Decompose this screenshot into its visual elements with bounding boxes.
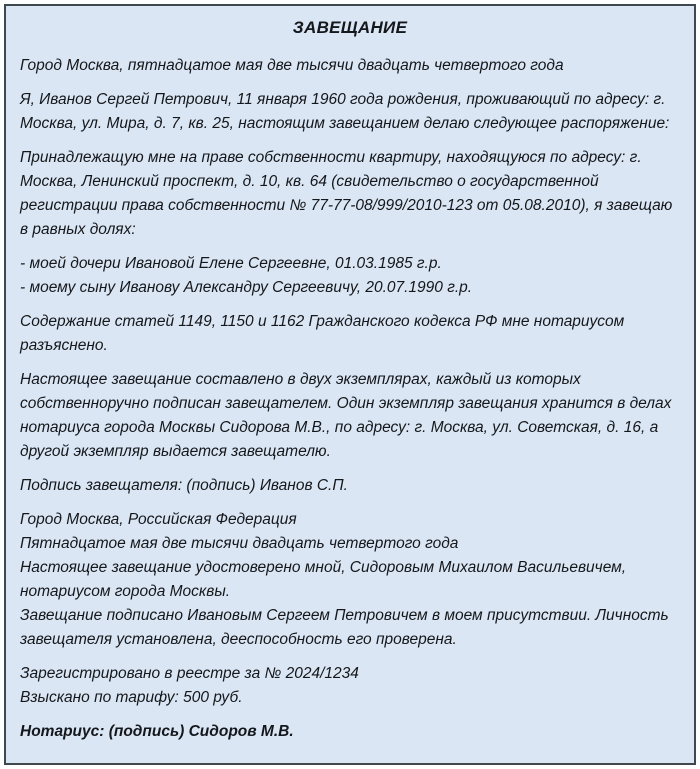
paragraph: Нотариус: (подпись) Сидоров М.В. (20, 723, 294, 740)
paragraph: - моей дочери Ивановой Елене Сергеевне, 01.03.1985 г.р. (20, 255, 442, 272)
page (0, 4, 700, 765)
paragraph: Подпись завещателя: (подпись) Иванов С.П. (20, 477, 348, 494)
document-body (20, 54, 680, 744)
paragraph: Завещание подписано Ивановым Сергеем Петровичем в моем присутствии. Личность завещателя установлена, дееспособность его проверена. (20, 607, 669, 648)
paragraph: Принадлежащую мне на праве собственности квартиру, находящуюся по адресу: г. Москва, Ленинский проспект, д. 10, кв. 64 (свидетельство о государственной регистрации права собственности № 77-77-08/999/2010-123 от 05.08.2010), я завещаю в равных долях: (20, 149, 673, 238)
will-document (4, 4, 696, 765)
paragraph: Настоящее завещание составлено в двух экземплярах, каждый из которых собственноручно подписан завещателем. Один экземпляр завещания хранится в делах нотариуса города Москвы Сидорова М.В., по адресу: г. Москва, ул. Советская, д. 16, а другой экземпляр выдается завещателю. (20, 371, 672, 460)
paragraph: Город Москва, Российская Федерация (20, 511, 297, 528)
paragraph: Настоящее завещание удостоверено мной, Сидоровым Михаилом Васильевичем, нотариусом города Москвы. (20, 559, 627, 600)
document-title: ЗАВЕЩАНИЕ (292, 18, 408, 37)
paragraph: Взыскано по тарифу: 500 руб. (20, 689, 243, 706)
paragraph: Город Москва, пятнадцатое мая две тысячи двадцать четвертого года (20, 57, 564, 74)
paragraph: Зарегистрировано в реестре за № 2024/1234 (20, 665, 359, 682)
paragraph: Я, Иванов Сергей Петрович, 11 января 1960 года рождения, проживающий по адресу: г. Москва, ул. Мира, д. 7, кв. 25, настоящим завещанием делаю следующее распоряжение: (20, 91, 670, 132)
paragraph: - моему сыну Иванову Александру Сергеевичу, 20.07.1990 г.р. (20, 279, 473, 296)
paragraph: Содержание статей 1149, 1150 и 1162 Гражданского кодекса РФ мне нотариусом разъяснено. (20, 313, 625, 354)
paragraph: Пятнадцатое мая две тысячи двадцать четвертого года (20, 535, 459, 552)
